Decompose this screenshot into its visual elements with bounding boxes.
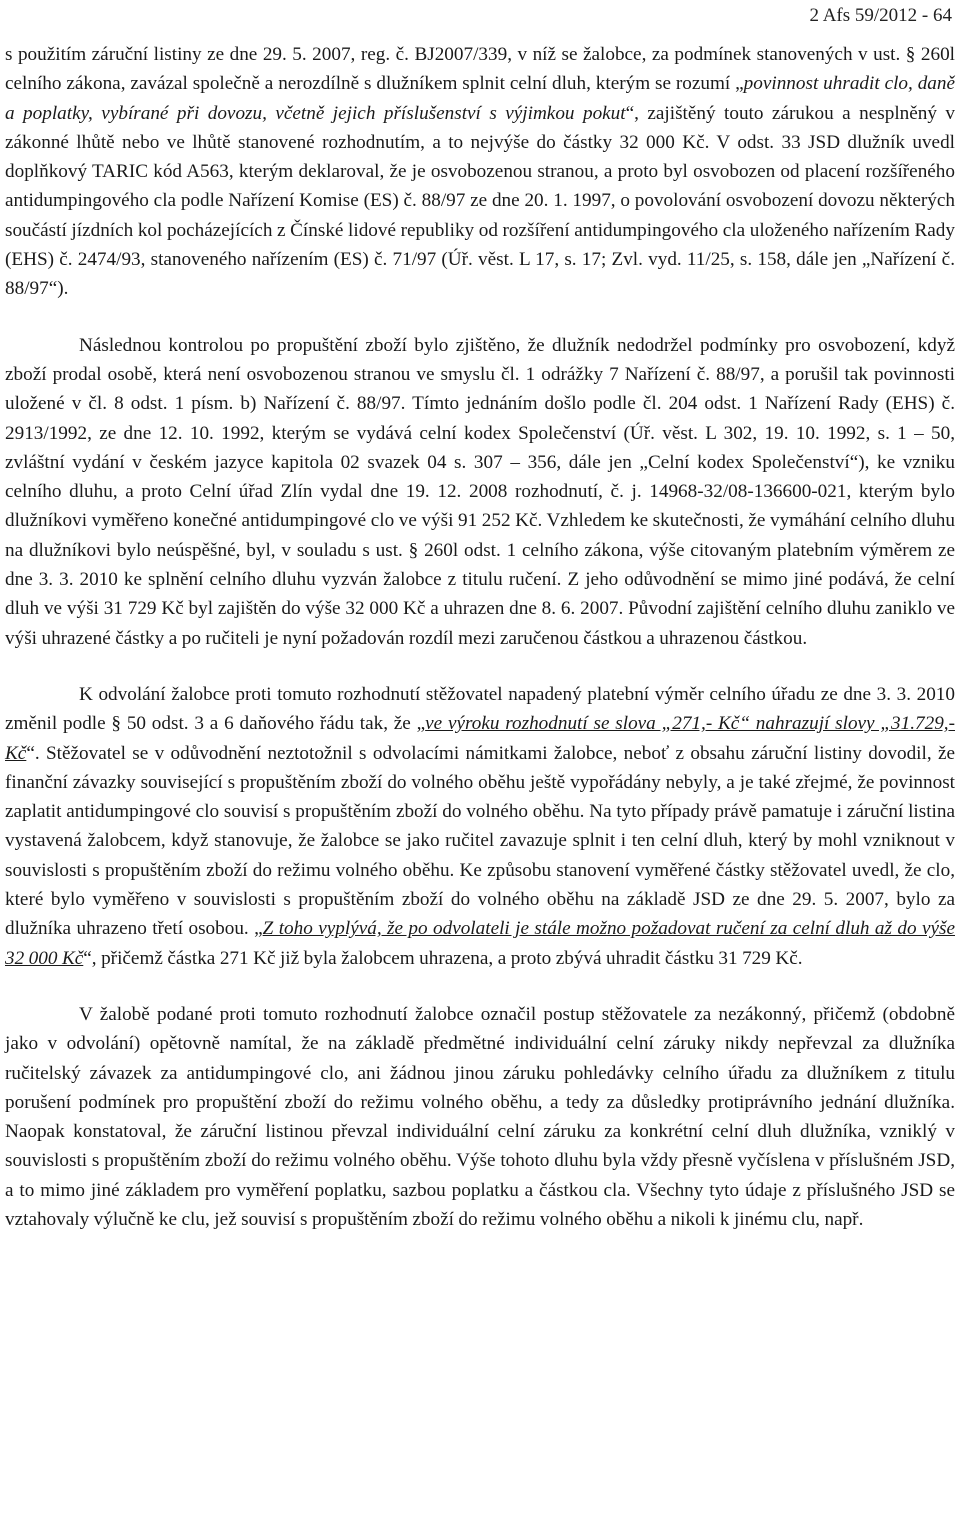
quoted-verdict-underline: ve výroku rozhodnutí se slova „271,- Kč“ nahrazují slovy „31.729,- Kč bbox=[5, 713, 955, 764]
text-span: s použitím záruční listiny ze dne 29. 5. 2007, reg. č. BJ2007/339, v níž se žalobce, za podmínek stanovených v ust. § 260l celního zákona, zavázal společně a nerozdílně s dlužníkem splnit celní dluh, kterým se rozumí „ bbox=[5, 44, 955, 95]
text-span: Následnou kontrolou po propuštění zboží bylo zjištěno, že dlužník nedodržel podmínky pro osvobození, když zboží prodal osobě, která není osvobozenou stranou ve smyslu čl. 1 odrážky 7 Nařízení č. 88/97, a porušil tak povinnosti uložené v čl. 8 odst. 1 písm. b) Nařízení č. 88/97. Tímto jednáním došlo podle čl. 204 odst. 1 Nařízení Rady (EHS) č. 2913/1992, ze dne 12. 10. 1992, kterým se vydává celní kodex Společenství (Úř. věst. L 302, 19. 10. 1992, s. 1 – 50, zvláštní vydání v českém jazyce kapitola 02 svazek 04 s. 307 – 356, dále jen „Celní kodex Společenství“), ke vzniku celního dluhu, a proto Celní úřad Zlín vydal dne 19. 12. 2008 rozhodnutí, č. j. 14968-32/08-136600-021, kterým bylo dlužníkovi vyměřeno konečné antidumpingové clo ve výši 91 252 Kč. Vzhledem ke skutečnosti, že vymáhání celního dluhu na dlužníkovi bylo neúspěšné, byl, v souladu s ust. § 260l odst. 1 celního zákona, výše citovaným platebním výměrem ze dne 3. 3. 2010 ke splnění celního dluhu vyzván žalobce z titulu ručení. Z jeho odůvodnění se mimo jiné podává, že celní dluh ve výši 31 729 Kč byl zajištěn do výše 32 000 Kč a uhrazen dne 8. 6. 2007. Původní zajištění celního dluhu zaniklo ve výši uhrazené částky a po ručiteli je nyní požadován rozdíl mezi zaručenou částkou a uhrazenou částkou. bbox=[5, 334, 955, 649]
paragraph-guarantee-declaration bbox=[5, 40, 955, 304]
text-span: “, zajištěný touto zárukou a nesplněný v zákonné lhůtě nebo ve lhůtě stanovené rozhodnutím, a to nejvýše do částky 32 000 Kč. V odst. 33 JSD dlužník uvedl doplňkový TARIC kód A563, kterým deklaroval, že je osvobozenou stranou, a proto byl osvobozen od placení rozšířeného antidumpingového cla podle Nařízení Komise (ES) č. 88/97 ze dne 20. 1. 1997, o povolování osvobození dovozu některých součástí jízdních kol pocházejících z Čínské lidové republiky od rozšíření antidumpingového cla uloženého nařízením Rady (EHS) č. 2474/93, stanoveného nařízením (ES) č. 71/97 (Úř. věst. L 17, s. 17; Zvl. vyd. 11/25, s. 158, dále jen „Nařízení č. 88/97“). bbox=[5, 102, 956, 300]
document-body bbox=[5, 40, 955, 1234]
text-span: “. Stěžovatel se v odůvodnění neztotožnil s odvolacími námitkami žalobce, neboť z obsahu záruční listiny dovodil, že finanční závazky související s propuštěním zboží do volného oběhu ještě vypořádány nebyly, a je také zřejmé, že povinnost zaplatit antidumpingové clo souvisí s propuštěním zboží do volného oběhu. Na tyto případy právě pamatuje i záruční listina vystavená žalobcem, když stanovuje, že žalobce se jako ručitel zavazuje splnit i ten celní dluh, který by mohl vzniknout v souvislosti s propuštěním zboží do režimu volného oběhu. Ke způsobu stanovení vyměřené částky stěžovatel uvedl, že clo, které bylo vyměřeno v souvislosti s propuštěním zboží do volného oběhu na základě JSD ze dne 29. 5. 2007, bylo za dlužníka uhrazeno třetí osobou. „ bbox=[5, 742, 955, 940]
text-span: V žalobě podané proti tomuto rozhodnutí žalobce označil postup stěžovatele za nezákonný, přičemž (obdobně jako v odvolání) opětovně namítal, že na základě předmětné individuální celní záruky nikdy nepřevzal za dlužníka ručitelský závazek za antidumpingové clo, ani žádnou jinou záruku pohledávky celního úřadu za dlužníkem z titulu porušení podmínek pro propuštění zboží do režimu volného oběhu, a tedy za důsledky protiprávního jednání dlužníka. Naopak konstatoval, že záruční listinou převzal individuální celní záruku za konkrétní celní dluh dlužníka, vzniklý v souvislosti s propuštěním zboží do režimu volného oběhu. Výše tohoto dluhu byla vždy přesně vyčíslena v příslušném JSD, a to mimo jiné základem pro vyměření poplatku, sazbou poplatku a částkou cla. Všechny tyto údaje z příslušného JSD se vztahovaly výlučně ke clu, jež souvisí s propuštěním zboží do režimu volného oběhu a nikoli k jinému clu, např. bbox=[5, 1003, 955, 1230]
paragraph-follow-up-control bbox=[5, 331, 955, 653]
case-number-header: 2 Afs 59/2012 - 64 bbox=[809, 5, 952, 26]
quoted-conclusion-underline: Z toho vyplývá, že po odvolateli je stále možno požadovat ručení za celní dluh až do výše 32 000 Kč bbox=[5, 918, 955, 969]
paragraph-lawsuit bbox=[5, 1000, 955, 1234]
paragraph-appeal-decision bbox=[5, 680, 955, 973]
text-span: “, přičemž částka 271 Kč již byla žalobcem uhrazena, a proto zbývá uhradit částku 31 729 Kč. bbox=[83, 947, 803, 969]
quoted-definition-italic: povinnost uhradit clo, daně a poplatky, vybírané při dovozu, včetně jejich příslušenství s výjimkou pokut bbox=[5, 73, 955, 124]
text-span: K odvolání žalobce proti tomuto rozhodnutí stěžovatel napadený platební výměr celního úřadu ze dne 3. 3. 2010 změnil podle § 50 odst. 3 a 6 daňového řádu tak, že „ bbox=[5, 683, 955, 735]
